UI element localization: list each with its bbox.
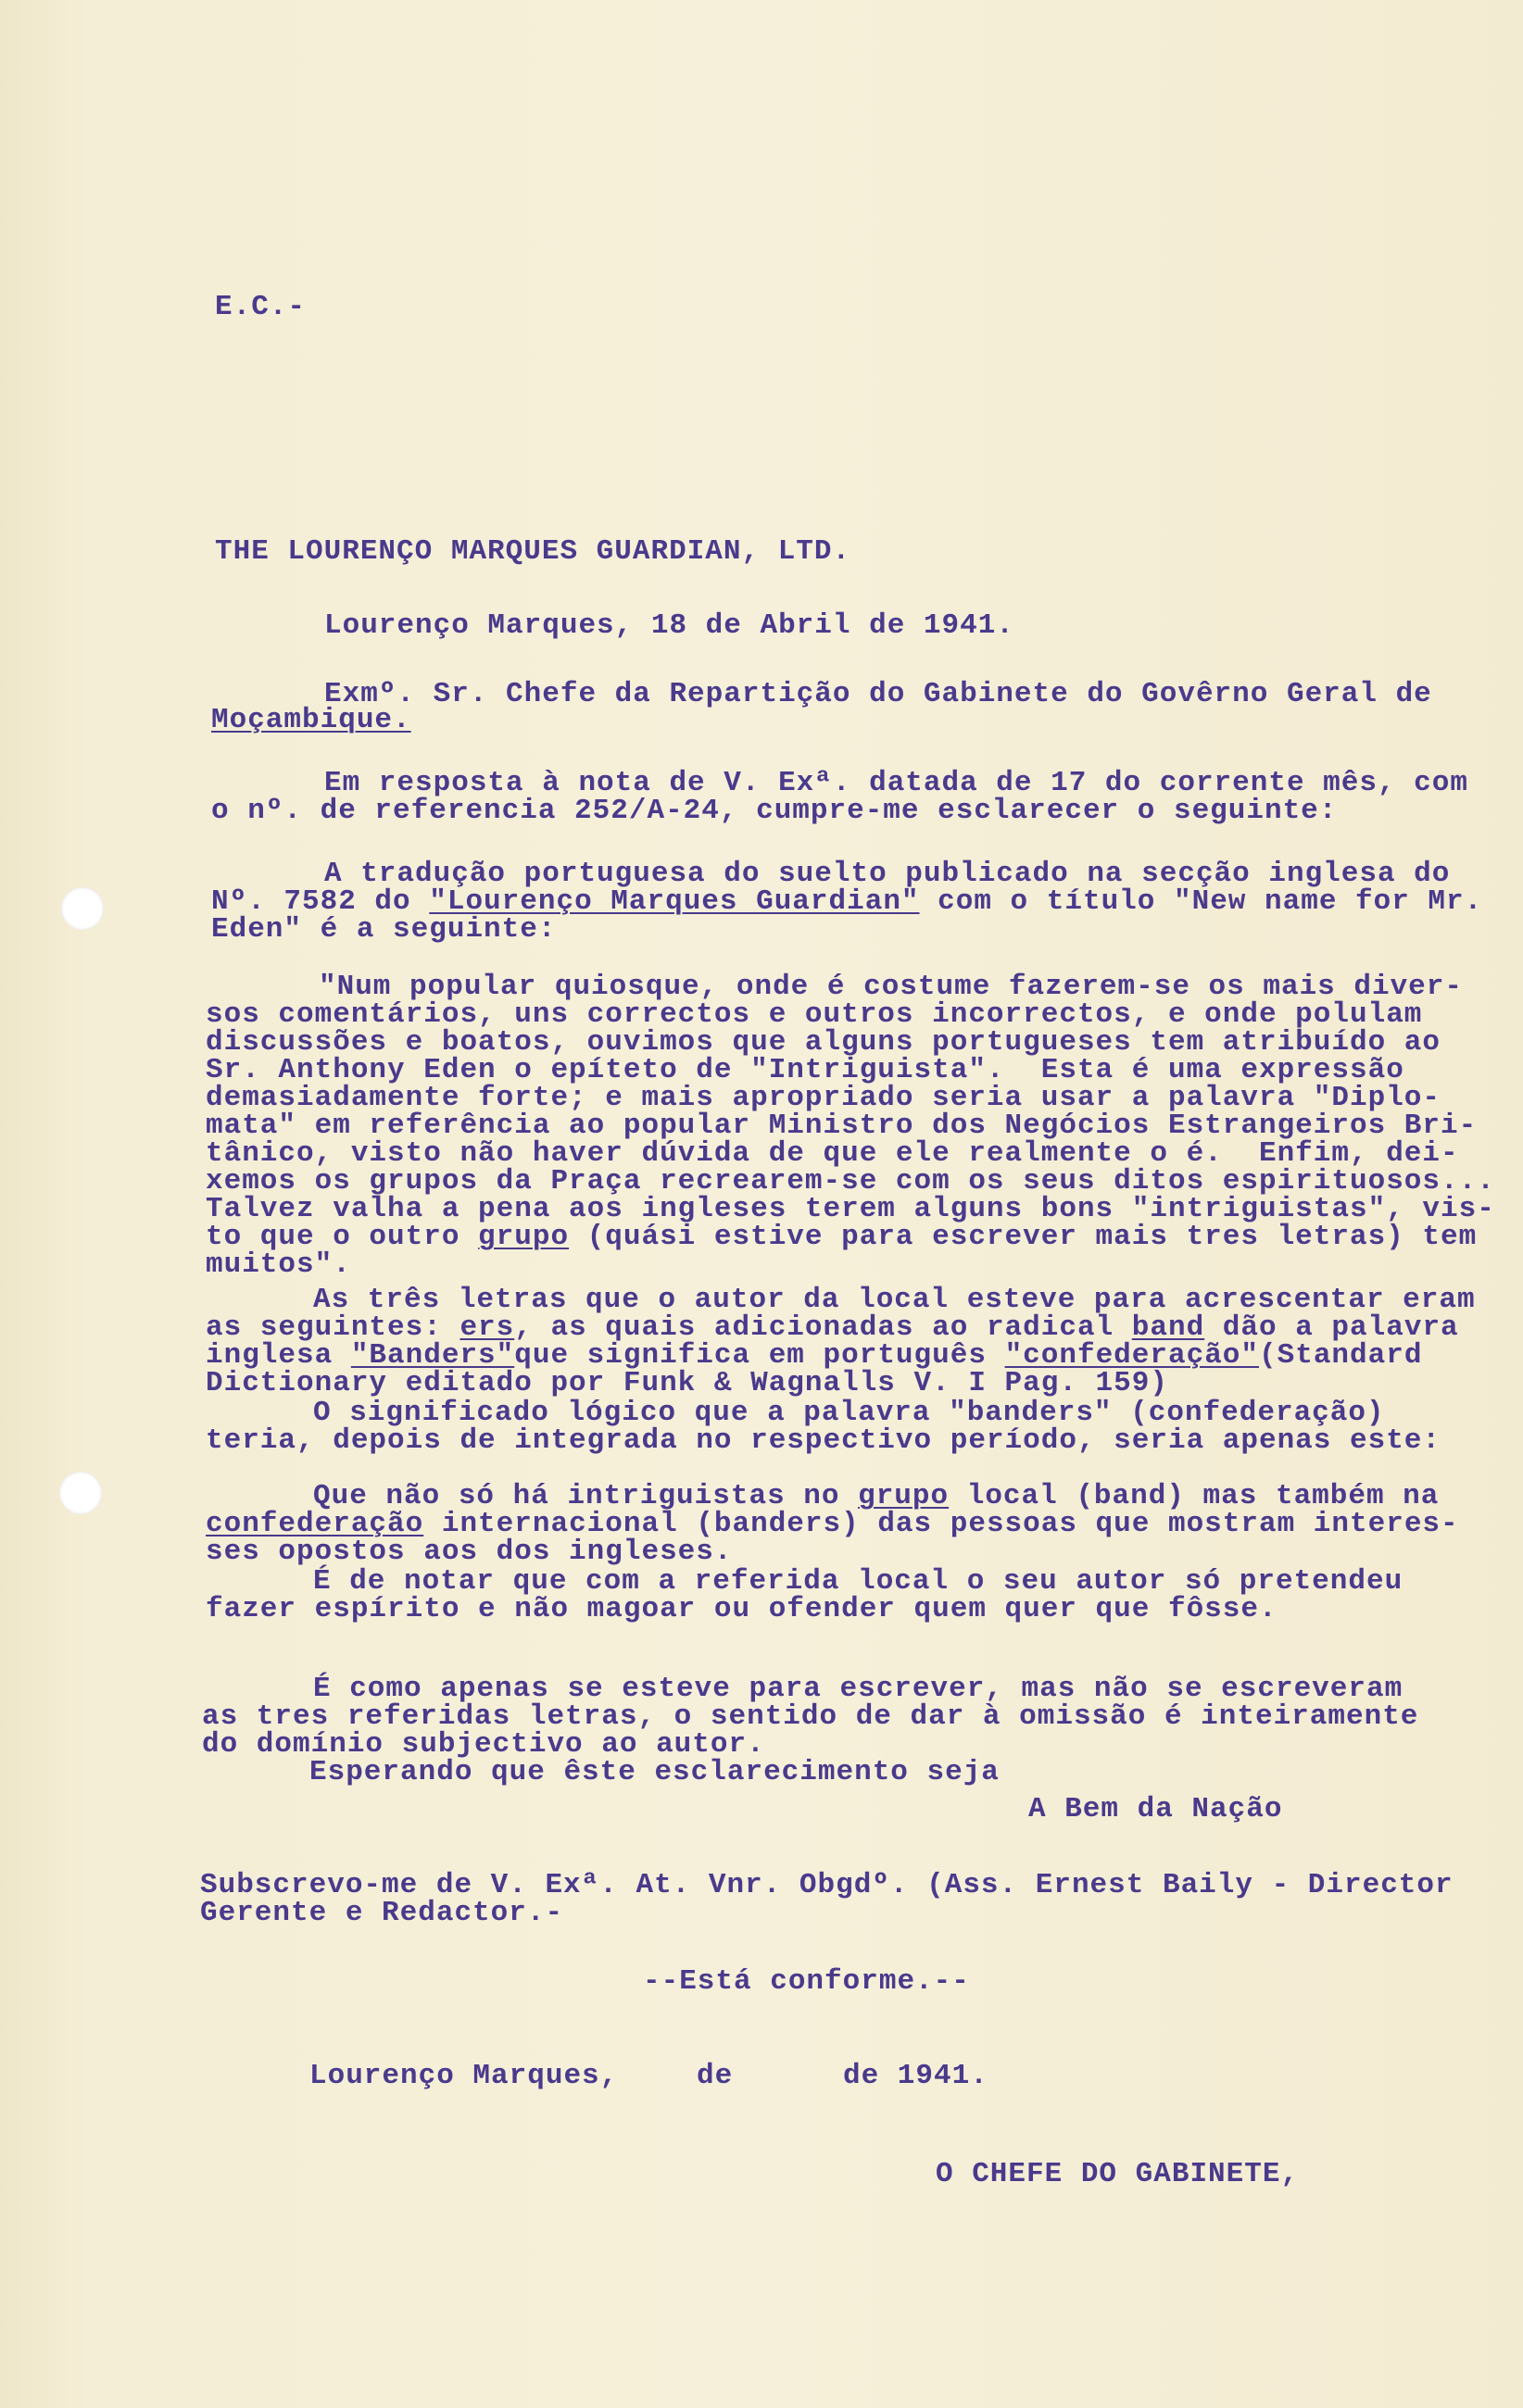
explanation-line: O significado lógico que a palavra "banders" (confederação) <box>313 1397 1385 1429</box>
closing-line: É como apenas se esteve para escrever, mas não se escreveram <box>313 1673 1403 1705</box>
quote-line: discussões e boatos, ouvimos que alguns portugueses tem atribuído ao <box>206 1026 1441 1059</box>
paragraph-line: o nº. de referencia 252/A-24, cumpre-me esclarecer o seguinte: <box>211 795 1338 827</box>
quote-line: Talvez valha a pena aos ingleses terem alguns bons "intriguistas", vis- <box>206 1193 1495 1225</box>
closing-line: Esperando que êste esclarecimento seja <box>309 1756 1000 1788</box>
quote-line: Sr. Anthony Eden o epíteto de "Intriguista". Esta é uma expressão <box>206 1054 1404 1086</box>
date-line-place: Lourenço Marques, <box>309 2060 619 2092</box>
meaning-line: Que não só há intriguistas no grupo local (band) mas também na <box>313 1480 1440 1512</box>
conformity-note: --Está conforme.-- <box>643 1965 970 1998</box>
signoff-line: Subscrevo-me de V. Exª. At. Vnr. Obgdº. (Ass. Ernest Baily - Director <box>200 1869 1454 1901</box>
paragraph-line: Nº. 7582 do "Lourenço Marques Guardian" com o título "New name for Mr. <box>211 885 1483 918</box>
paragraph-line: Em resposta à nota de V. Exª. datada de 17 do corrente mês, com <box>324 767 1468 799</box>
place-date: Lourenço Marques, 18 de Abril de 1941. <box>324 609 1014 642</box>
paragraph-line: A tradução portuguesa do suelto publicado na secção inglesa do <box>324 858 1451 890</box>
explanation-line: as seguintes: ers, as quais adicionadas ao radical band dão a palavra <box>206 1311 1459 1344</box>
punch-hole <box>59 1472 102 1514</box>
punch-hole <box>61 887 104 930</box>
date-line-year: de 1941. <box>843 2060 988 2092</box>
quote-line: muitos". <box>206 1248 351 1281</box>
note-line: É de notar que com a referida local o seu autor só pretendeu <box>313 1565 1403 1598</box>
letterhead: THE LOURENÇO MARQUES GUARDIAN, LTD. <box>215 535 851 568</box>
quote-line: mata" em referência ao popular Ministro dos Negócios Estrangeiros Bri- <box>206 1110 1478 1142</box>
quote-line: "Num popular quiosque, onde é costume fazerem-se os mais diver- <box>319 971 1463 1003</box>
quote-line: to que o outro grupo (quási estive para escrever mais tres letras) tem <box>206 1221 1478 1253</box>
explanation-line: teria, depois de integrada no respectivo período, seria apenas este: <box>206 1424 1441 1457</box>
closing-line: do domínio subjectivo ao autor. <box>202 1728 765 1761</box>
quote-line: demasiadamente forte; e mais apropriado seria usar a palavra "Diplo- <box>206 1082 1441 1114</box>
quote-line: sos comentários, uns correctos e outros incorrectos, e onde polulam <box>206 998 1423 1031</box>
paragraph-line: Eden" é a seguinte: <box>211 913 557 946</box>
explanation-line: Dictionary editado por Funk & Wagnalls V. I Pag. 159) <box>206 1367 1168 1399</box>
explanation-line: inglesa "Banders"que significa em português "confederação"(Standard <box>206 1339 1423 1372</box>
chief-signature-line: O CHEFE DO GABINETE, <box>936 2158 1300 2190</box>
quote-line: tânico, visto não haver dúvida de que ele realmente o é. Enfim, dei- <box>206 1137 1459 1170</box>
note-line: fazer espírito e não magoar ou ofender quem quer que fôsse. <box>206 1593 1278 1625</box>
meaning-line: confederação internacional (banders) das pessoas que mostram interes- <box>206 1508 1459 1540</box>
meaning-line: ses opostos aos dos ingleses. <box>206 1536 733 1568</box>
salutation-line: Exmº. Sr. Chefe da Repartição do Gabinete do Govêrno Geral de <box>324 678 1432 710</box>
date-line-de: de <box>697 2060 734 2092</box>
quote-line: xemos os grupos da Praça recrearem-se com os seus ditos espirituosos... <box>206 1165 1495 1198</box>
motto: A Bem da Nação <box>1028 1793 1283 1825</box>
closing-line: as tres referidas letras, o sentido de dar à omissão é inteiramente <box>202 1700 1419 1733</box>
reference-code: E.C.- <box>215 291 307 323</box>
signoff-line: Gerente e Redactor.- <box>200 1897 564 1929</box>
explanation-line: As três letras que o autor da local esteve para acrescentar eram <box>313 1284 1476 1316</box>
salutation-line: Moçambique. <box>211 704 411 736</box>
